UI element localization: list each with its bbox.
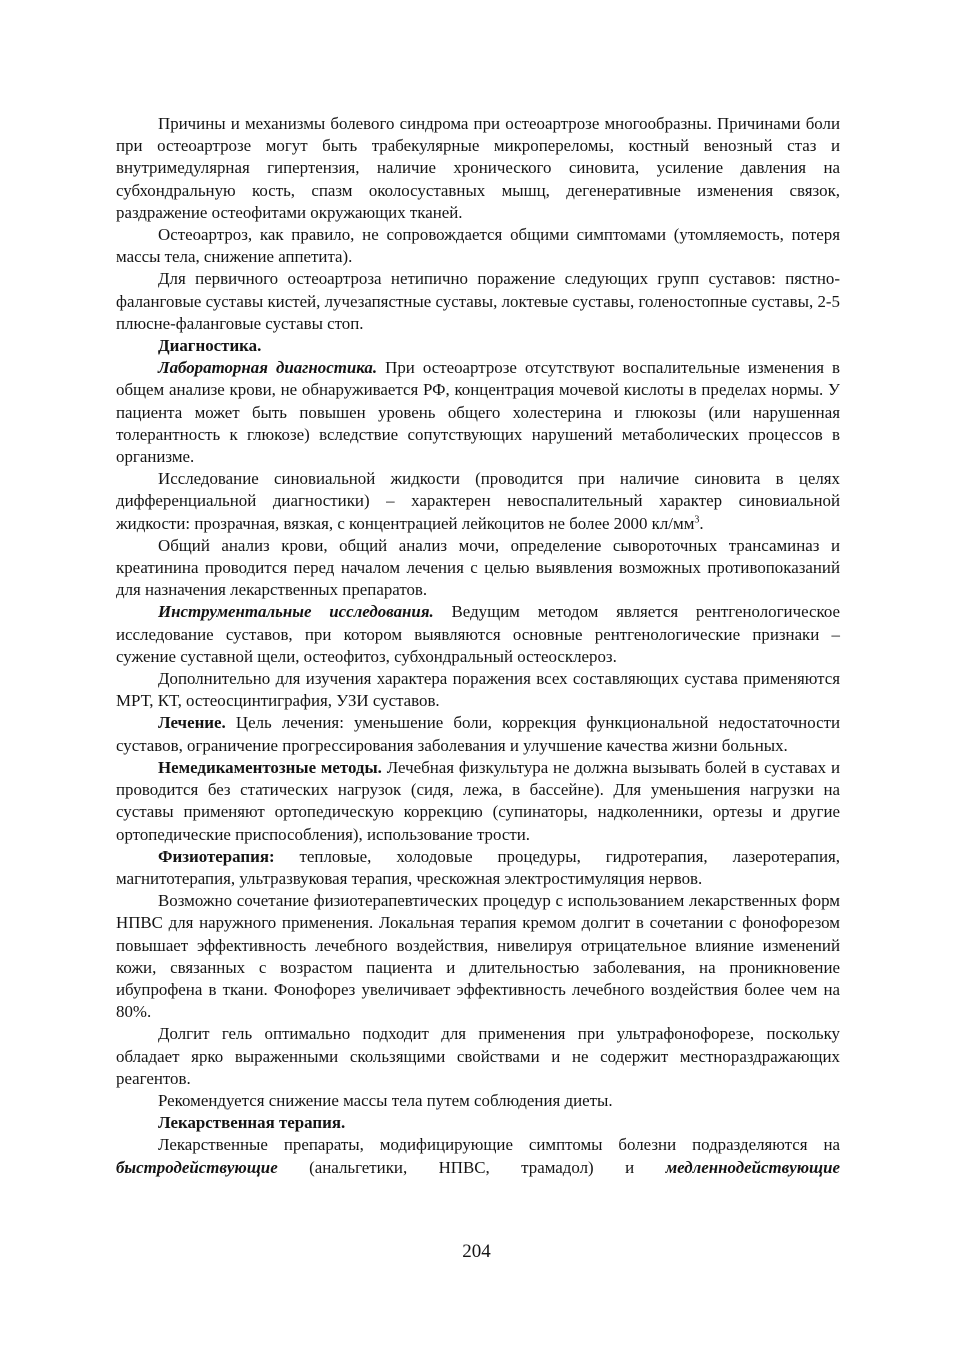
paragraph-general-symptoms: Остеоартроз, как правило, не сопровождается общими симптомами (утомляемость, потеря массы тела, снижение аппетита). [116, 225, 840, 267]
synovial-fluid-superscript: 3 [694, 514, 700, 526]
diagnostics-heading-paragraph [116, 335, 840, 357]
drug-therapy-heading-paragraph [116, 1112, 840, 1134]
drug-therapy-text-2: (анальгетики, НПВС, трамадол) и [277, 1157, 666, 1177]
lab-diagnostics-text: При остеоартрозе отсутствуют воспалительные изменения в общем анализе крови, не обнаруживается РФ, концентрация мочевой кислоты в пределах нормы. У пациента может быть повышен уровень общего холестерина и глюкозы (или нарушенная толерантность к глюкозе) вследствие сопутствующих нарушений метаболических процессов в организме. [116, 358, 840, 467]
paragraph-additional-imaging: Дополнительно для изучения характера поражения всех составляющих сустава применяются МРТ, КТ, остеосцинтиграфия, УЗИ суставов. [116, 669, 840, 711]
paragraph-dolgit-gel: Долгит гель оптимально подходит для применения при ультрафонофорезе, поскольку обладает ярко выраженными скользящими свойствами и не содержит местнораздражающих реагентов. [116, 1024, 840, 1088]
diagnostics-heading: Диагностика. [158, 336, 262, 356]
paragraph-lab-diagnostics [116, 357, 840, 468]
paragraph-non-drug [116, 757, 840, 846]
lab-diagnostics-title: Лабораторная диагностика. [158, 358, 378, 378]
document-page [116, 113, 840, 1179]
non-drug-title: Немедикаментозные методы. [158, 757, 382, 777]
paragraph-instrumental [116, 601, 840, 668]
drug-therapy-heading: Лекарственная терапия. [158, 1113, 346, 1133]
instrumental-text: Ведущим методом является рентгенологическое исследование суставов, при котором выявляются основные рентгенологические признаки – сужение суставной щели, остеофитоз, субхондральный остеосклероз. [116, 602, 840, 666]
paragraph-combination: Возможно сочетание физиотерапевтических процедур с использованием лекарственных форм НПВС для наружного применения. Локальная терапия кремом долгит в сочетании с фонофорезом повышает эффективность лечебного воздействия, нивелируя отрицательное влияние изменений кожи, связанных с возрастом пациента и длительностью заболевания, на проникновение ибупрофена в ткани. Фонофорез увеличивает эффективность лечебного воздействия более чем на 80%. [116, 891, 840, 1022]
paragraph-blood-tests: Общий анализ крови, общий анализ мочи, определение сывороточных трансаминаз и креатинина проводится перед началом лечения с целью выявления возможных противопоказаний для назначения лекарственных препаратов. [116, 535, 840, 600]
non-drug-text: Лечебная физкультура не должна вызывать болей в суставах и проводится без статических нагрузок (сидя, лежа, в бассейне). Для уменьшения нагрузки на суставы применяют ортопедическую коррекцию (супинаторы, надколенники, ортезы и другие ортопедические приспособления), использование трости. [116, 757, 840, 844]
paragraph-pain-causes: Причины и механизмы болевого синдрома при остеоартрозе многообразны. Причинами боли при остеоартрозе могут быть трабекулярные микропереломы, костный венозный стаз и внутримедулярная гипертензия, наличие хронического синовита, усиление давления на субхондральную кость, спазм околосуставных мышц, дегенеративные изменения связок, раздражение остеофитами окружающих тканей. [116, 114, 840, 222]
slow-acting-term: медленнодействующие [665, 1157, 840, 1177]
instrumental-title: Инструментальные исследования. [158, 602, 434, 622]
paragraph-physiotherapy [116, 846, 840, 890]
treatment-title: Лечение. [158, 713, 226, 733]
synovial-fluid-text: Исследование синовиальной жидкости (проводится при наличие синовита в целях дифференциальной диагностики) – характерен невоспалительный характер синовиальной жидкости: прозрачная, вязкая, с концентрацией лейкоцитов не более 2000 кл/мм [116, 469, 840, 533]
paragraph-atypical-joints: Для первичного остеоартроза нетипично поражение следующих групп суставов: пястно-фаланговые суставы кистей, лучезапястные суставы, локтевые суставы, голеностопные суставы, 2-5 плюсне-фаланговые суставы стоп. [116, 269, 840, 333]
paragraph-weight-loss: Рекомендуется снижение массы тела путем соблюдения диеты. [158, 1090, 613, 1110]
paragraph-drug-therapy [116, 1134, 840, 1178]
paragraph-synovial-fluid [116, 468, 840, 535]
drug-therapy-text-1: Лекарственные препараты, модифицирующие симптомы болезни подразделяются на [158, 1135, 840, 1155]
physiotherapy-text: тепловые, холодовые процедуры, гидротерапия, лазеротерапия, магнитотерапия, ультразвуковая терапия, чрескожная электростимуляция нервов. [116, 846, 840, 888]
physiotherapy-title: Физиотерапия: [158, 846, 275, 866]
fast-acting-term: быстродействующие [116, 1157, 278, 1177]
paragraph-treatment [116, 712, 840, 756]
treatment-text: Цель лечения: уменьшение боли, коррекция функциональной недостаточности суставов, ограничение прогрессирования заболевания и улучшение качества жизни больных. [116, 713, 840, 755]
synovial-fluid-end: . [699, 513, 704, 533]
page-number: 204 [462, 1241, 491, 1262]
